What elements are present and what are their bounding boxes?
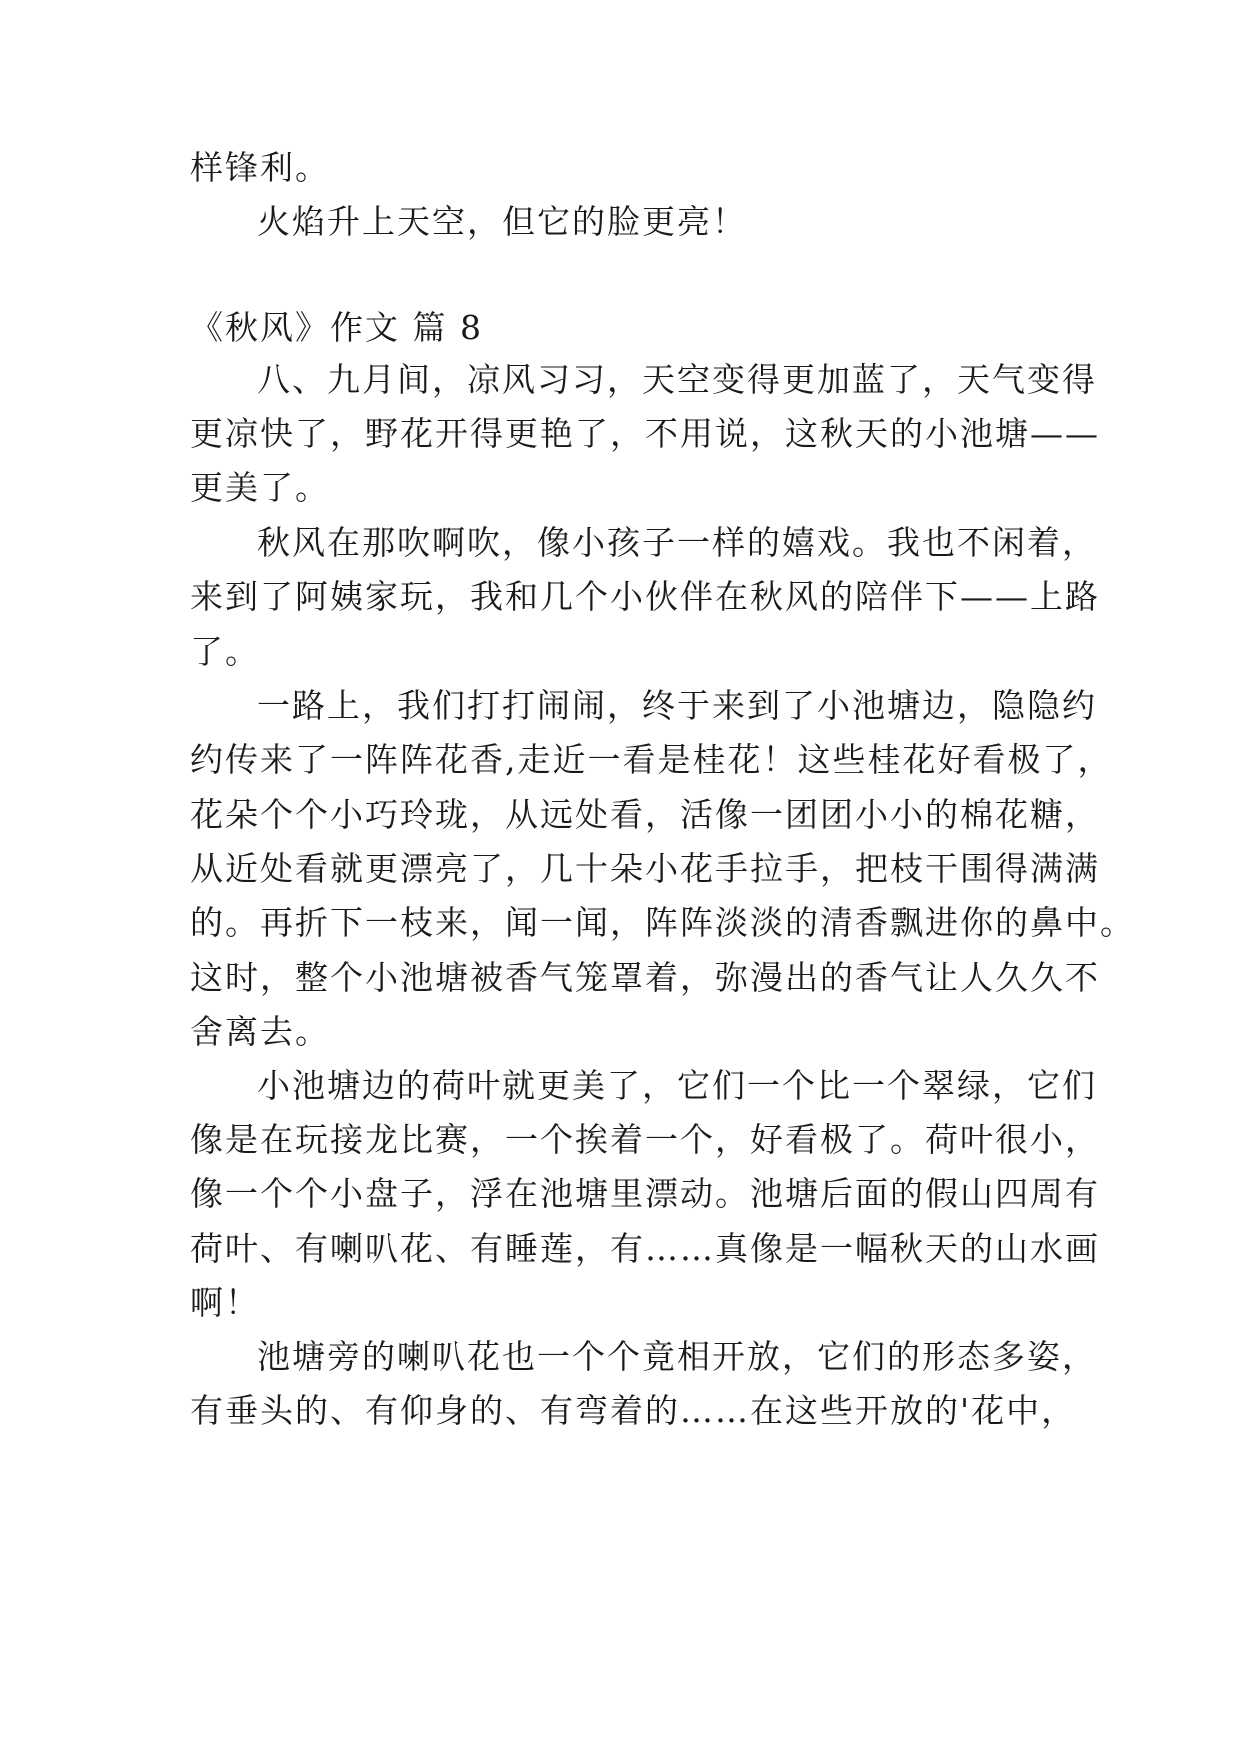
text-line: 这时，整个小池塘被香气笼罩着，弥漫出的香气让人久久不 (190, 958, 1100, 997)
text-line: 荷叶、有喇叭花、有睡莲，有……真像是一幅秋天的山水画 (190, 1229, 1100, 1268)
text-line: 更凉快了，野花开得更艳了，不用说，这秋天的小池塘—— (190, 414, 1100, 453)
text-line: 火焰升上天空，但它的脸更亮！ (257, 202, 747, 241)
text-line: 啊！ (190, 1283, 260, 1322)
text-line: 像是在玩接龙比赛，一个挨着一个，好看极了。荷叶很小， (190, 1120, 1100, 1159)
text-line: 舍离去。 (190, 1012, 330, 1051)
essay-heading: 《秋风》作文 篇 8 (190, 308, 483, 347)
text-line: 像一个个小盘子，浮在池塘里漂动。池塘后面的假山四周有 (190, 1174, 1100, 1213)
text-line: 的。再折下一枝来，闻一闻，阵阵淡淡的清香飘进你的鼻中。 (190, 903, 1135, 942)
text-line: 小池塘边的荷叶就更美了，它们一个比一个翠绿，它们 (257, 1066, 1097, 1105)
text-line: 了。 (190, 632, 260, 671)
text-line: 花朵个个小巧玲珑，从远处看，活像一团团小小的棉花糖， (190, 795, 1100, 834)
text-line: 更美了。 (190, 468, 330, 507)
text-line: 来到了阿姨家玩，我和几个小伙伴在秋风的陪伴下——上路 (190, 577, 1100, 616)
text-line: 八、九月间，凉风习习，天空变得更加蓝了，天气变得 (257, 360, 1097, 399)
text-line: 池塘旁的喇叭花也一个个竟相开放，它们的形态多姿， (257, 1337, 1097, 1376)
text-line: 约传来了一阵阵花香,走近一看是桂花！这些桂花好看极了， (190, 740, 1113, 779)
text-line: 秋风在那吹啊吹，像小孩子一样的嬉戏。我也不闲着， (257, 523, 1097, 562)
text-line: 有垂头的、有仰身的、有弯着的……在这些开放的'花中， (190, 1391, 1077, 1430)
text-line: 一路上，我们打打闹闹，终于来到了小池塘边，隐隐约 (257, 686, 1097, 725)
text-line: 样锋利。 (190, 148, 330, 187)
text-line: 从近处看就更漂亮了，几十朵小花手拉手，把枝干围得满满 (190, 849, 1100, 888)
